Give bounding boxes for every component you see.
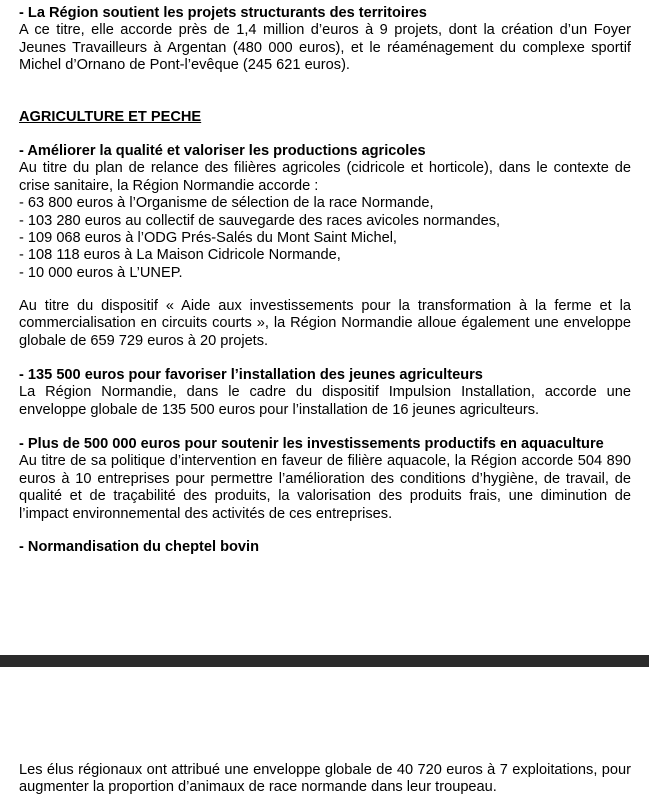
agri-heading: - Améliorer la qualité et valoriser les productions agricoles <box>19 143 426 159</box>
dispositif-body: Au titre du dispositif « Aide aux investissements pour la transformation à la ferme et la commercialisation en circuits courts », la Région Normandie alloue également une enveloppe globale de 659 729 euros à 20 projets. <box>19 298 631 349</box>
intro-heading: - La Région soutient les projets structurants des territoires <box>19 5 427 21</box>
bovin-paragraph <box>19 762 631 797</box>
agri-body: Au titre du plan de relance des filières agricoles (cidricole et horticole), dans le contexte de crise sanitaire, la Région Normandie accorde : <box>19 160 631 194</box>
bovin-heading: - Normandisation du cheptel bovin <box>19 539 259 555</box>
bovin-heading-block <box>19 539 631 556</box>
section-header <box>19 109 631 126</box>
bovin-body: Les élus régionaux ont attribué une enveloppe globale de 40 720 euros à 7 exploitations, pour augmenter la proportion d’animaux de race normande dans leur troupeau. <box>19 762 631 796</box>
list-item: - 108 118 euros à La Maison Cidricole Normande, <box>19 247 341 264</box>
list-item: - 63 800 euros à l’Organisme de sélection de la race Normande, <box>19 195 434 212</box>
young-paragraph <box>19 367 631 419</box>
page-break-separator <box>0 655 649 667</box>
aqua-paragraph <box>19 436 631 523</box>
section-title: AGRICULTURE ET PECHE <box>19 109 202 125</box>
aqua-heading: - Plus de 500 000 euros pour soutenir les investissements productifs en aquaculture <box>19 436 604 452</box>
agri-paragraph <box>19 143 631 282</box>
intro-paragraph <box>19 5 631 75</box>
young-body: La Région Normandie, dans le cadre du dispositif Impulsion Installation, accorde une enveloppe globale de 135 500 euros pour l’installation de 16 jeunes agriculteurs. <box>19 384 631 418</box>
amounts-list <box>19 195 631 282</box>
aqua-body: Au titre de sa politique d’intervention en faveur de filière aquacole, la Région accorde 504 890 euros à 10 entreprises pour permettre l’amélioration des conditions d’hygiène, de travail, de qualité et de traçabilité des produits, la valorisation des produits frais, une diminution de l’impact environnemental des activités de ces entreprises. <box>19 453 631 522</box>
list-item: - 10 000 euros à L’UNEP. <box>19 264 183 281</box>
dispositif-paragraph <box>19 298 631 350</box>
document-page-2 <box>0 667 649 800</box>
list-item: - 109 068 euros à l’ODG Prés-Salés du Mont Saint Michel, <box>19 230 397 247</box>
list-item: - 103 280 euros au collectif de sauvegarde des races avicoles normandes, <box>19 212 501 229</box>
intro-body: A ce titre, elle accorde près de 1,4 million d’euros à 9 projets, dont la création d’un Foyer Jeunes Travailleurs à Argentan (480 000 euros), et le réaménagement du complexe sportif Michel d’Ornano de Pont-l’evêque (245 621 euros). <box>19 22 631 74</box>
young-heading: - 135 500 euros pour favoriser l’installation des jeunes agriculteurs <box>19 367 483 383</box>
